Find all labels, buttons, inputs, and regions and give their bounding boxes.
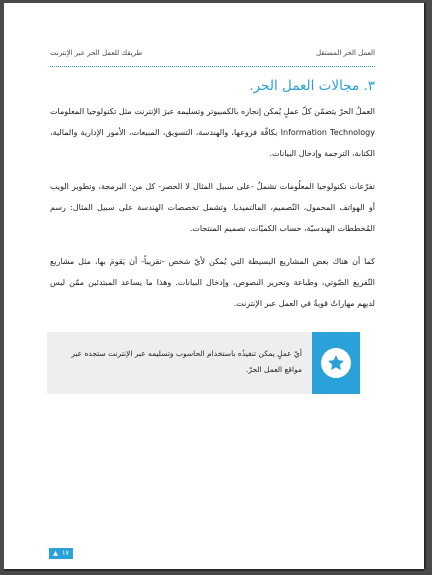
- paragraph-3: كما أن هناك بعض المشاريع البسيطة التي يُمكن لأيّ شخص -تقريباً- أن يَقومَ بها، مثل مشاريع التّفريغ الصّوتي، وطباعة وتحرير النصوص، وإدخال البيانات. وهذا ما يساعد المبتدئين ممّن ليس لديهم مهاراتٌ قويةٌ في العمل عبر الإنترنت.: [50, 257, 375, 308]
- section-title: ٣. مجالات العمل الحر.: [249, 78, 375, 94]
- callout-icon-box: [312, 332, 360, 394]
- header-chapter-title: العمل الحر المستقل: [315, 49, 375, 57]
- header-divider: [50, 66, 375, 67]
- header-book-title: طريقك للعمل الحر عبر الإنترنت: [50, 49, 143, 57]
- callout-text: أيّ عملٍ يمكن تنفيذُه باستخدام الحاسوب وتسليمه عبر الإنترنت ستجده عبر مواقع العمل الحرّ.: [71, 349, 302, 374]
- section-content: [50, 77, 375, 326]
- star-icon: [321, 348, 351, 378]
- document-page: [4, 3, 424, 569]
- paragraph-2: تفرّعات تكنولوجيا المعلُومات تشملُ -على سبيل المثال لا الحصر- كل من: البرمجة، وتطوير الويب أو الهواتف المحمول، التّصميم، المالتميديا. وتشمل تخصصات الهندسة على سبيل المثال: رسم المُخططات الهندسيّة، حساب الكميّات، تصميم المنتجات.: [50, 182, 375, 233]
- page-marker-icon: ▲: [53, 549, 58, 557]
- paragraph-1: العملُ الحرّ يتضمّن كلّ عملٍ يُمكن إنجازه بالكمبيوتر وتسليمه عبرَ الإنترنت مثل تكنولوجيا المعلومات Information Technology بكافّة فروعها، والهندسة، التسويق، المبيعات، الأمور الإدارية والمالية، الكتابة، الترجمة وإدخال البيانات.: [50, 107, 375, 158]
- callout-box: [47, 332, 360, 394]
- page-number: ١٧: [62, 549, 69, 557]
- page-number-badge: [49, 548, 73, 559]
- running-header: [50, 49, 375, 61]
